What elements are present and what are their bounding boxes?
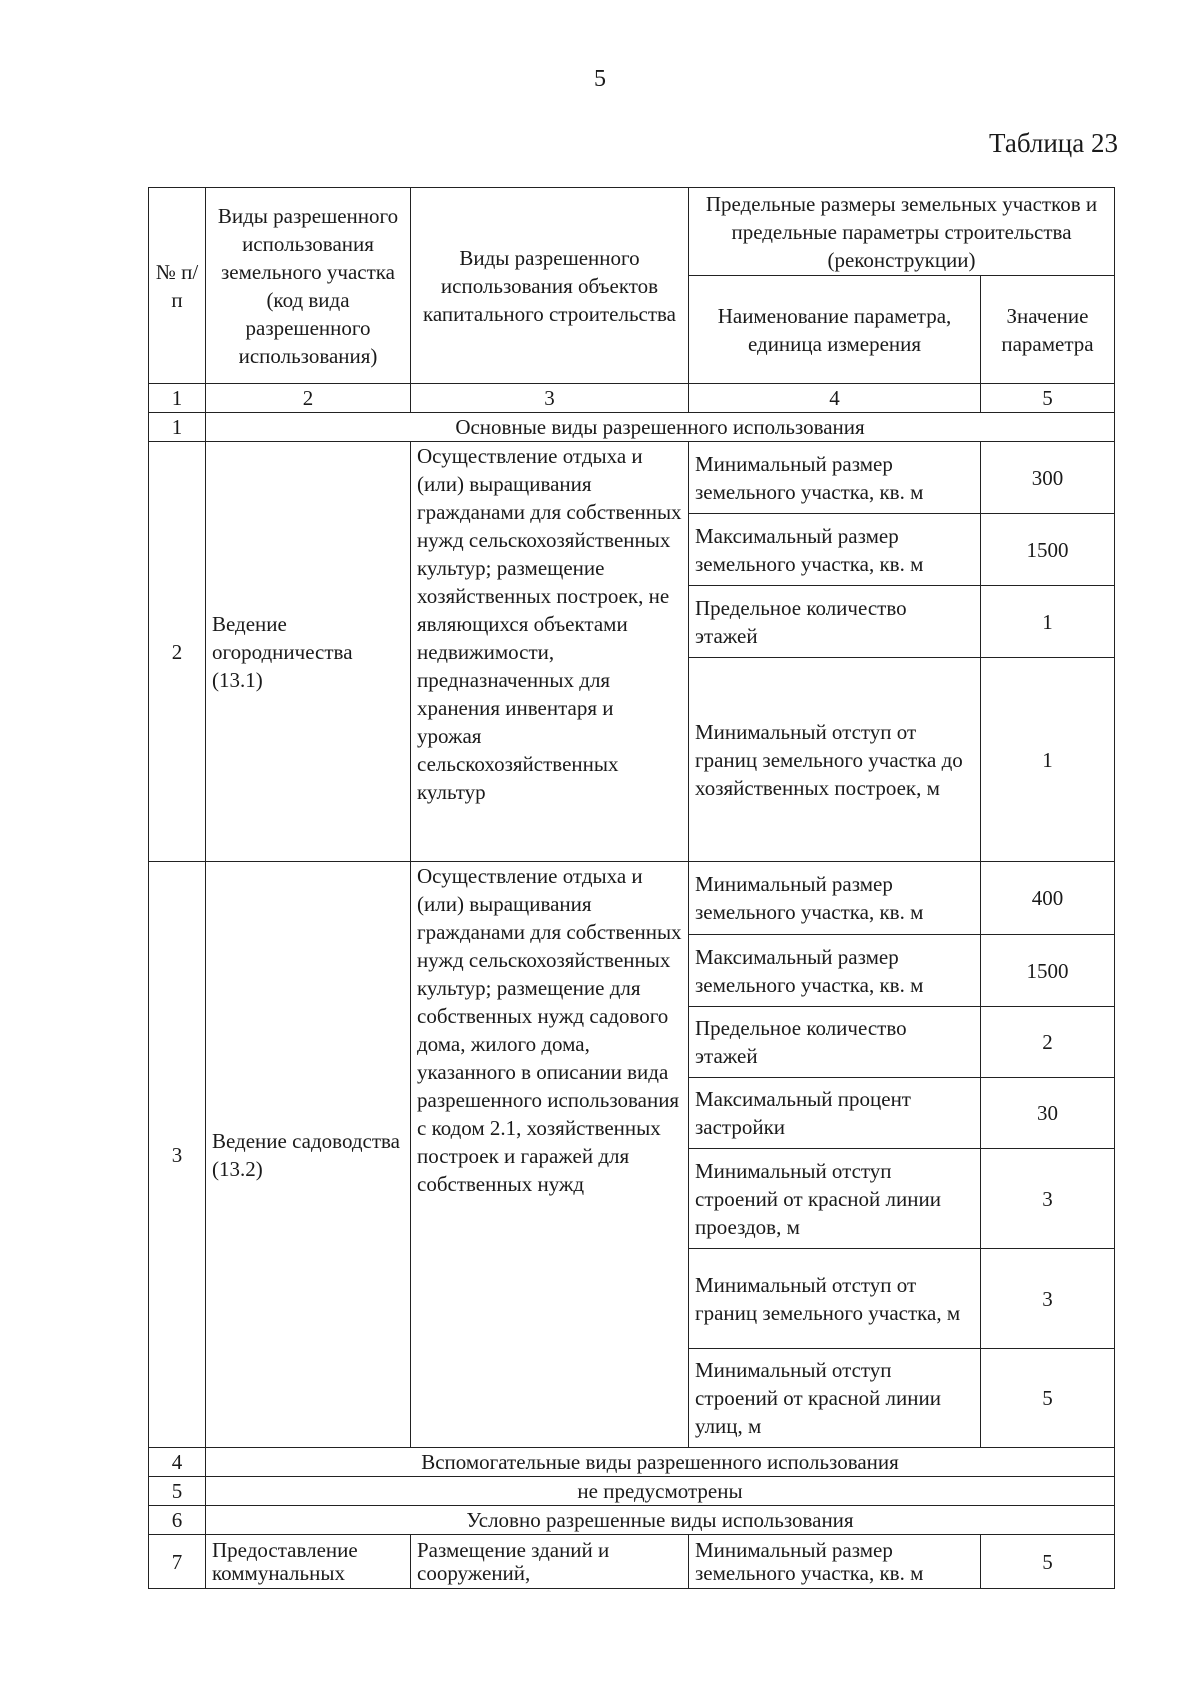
section-row-conditional xyxy=(149,1506,1115,1535)
param-value: 300 xyxy=(981,442,1115,514)
land-use-cell: Предоставление коммунальных xyxy=(206,1535,411,1589)
section-row-main xyxy=(149,413,1115,442)
table-caption: Таблица 23 xyxy=(989,128,1118,158)
objects-cell: Осуществление отдыха и (или) выращивания гражданами для собственных нужд сельскохозяйственных культур; размещение для собственных нужд садового дома, жилого дома, указанного в описании вида разрешенного использования с кодом 2.1, хозяйственных построек и гаражей для собственных нужд xyxy=(411,862,689,1448)
table-row xyxy=(149,862,1115,935)
page-number: 5 xyxy=(594,66,606,92)
header-col-param-name: Наименование параметра, единица измерения xyxy=(689,276,981,384)
section-row-none xyxy=(149,1477,1115,1506)
param-name: Минимальный размер земельного участка, кв. м xyxy=(689,862,981,935)
column-number: 3 xyxy=(411,384,689,413)
param-value: 5 xyxy=(981,1535,1115,1589)
param-value: 1 xyxy=(981,586,1115,658)
param-name: Минимальный отступ строений от красной линии улиц, м xyxy=(689,1349,981,1448)
param-name: Предельное количество этажей xyxy=(689,586,981,658)
param-value: 1 xyxy=(981,658,1115,862)
row-number: 2 xyxy=(149,442,206,862)
section-row-aux xyxy=(149,1448,1115,1477)
param-name: Максимальный размер земельного участка, кв. м xyxy=(689,935,981,1007)
column-number: 5 xyxy=(981,384,1115,413)
objects-cell: Размещение зданий и сооружений, xyxy=(411,1535,689,1589)
section-title: Вспомогательные виды разрешенного использования xyxy=(206,1448,1115,1477)
objects-cell: Осуществление отдыха и (или) выращивания гражданами для собственных нужд сельскохозяйственных культур; размещение хозяйственных построек, не являющихся объектами недвижимости, предназначенных для хранения инвентаря и урожая сельскохозяйственных культур xyxy=(411,442,689,862)
param-name: Минимальный отступ от границ земельного участка, м xyxy=(689,1249,981,1349)
section-title: Основные виды разрешенного использования xyxy=(206,413,1115,442)
header-col-objects: Виды разрешенного использования объектов капитального строительства xyxy=(411,188,689,384)
table-row xyxy=(149,442,1115,514)
land-use-cell: Ведение садоводства (13.2) xyxy=(206,862,411,1448)
param-value: 5 xyxy=(981,1349,1115,1448)
param-value: 1500 xyxy=(981,935,1115,1007)
section-number: 4 xyxy=(149,1448,206,1477)
param-name: Минимальный отступ от границ земельного участка до хозяйственных построек, м xyxy=(689,658,981,862)
column-number: 2 xyxy=(206,384,411,413)
row-number: 3 xyxy=(149,862,206,1448)
param-name: Предельное количество этажей xyxy=(689,1007,981,1078)
header-col-param-value: Значение параметра xyxy=(981,276,1115,384)
param-value: 3 xyxy=(981,1149,1115,1249)
header-row xyxy=(149,188,1115,276)
header-group-params: Предельные размеры земельных участков и предельные параметры строительства (реконструкции) xyxy=(689,188,1115,276)
land-use-table xyxy=(148,187,1115,1589)
section-title: не предусмотрены xyxy=(206,1477,1115,1506)
param-name: Минимальный размер земельного участка, кв. м xyxy=(689,1535,981,1589)
section-number: 1 xyxy=(149,413,206,442)
param-name: Минимальный размер земельного участка, кв. м xyxy=(689,442,981,514)
section-number: 6 xyxy=(149,1506,206,1535)
param-value: 3 xyxy=(981,1249,1115,1349)
table-row xyxy=(149,1535,1115,1589)
header-col-land-use: Виды разрешенного использования земельного участка (код вида разрешенного использования) xyxy=(206,188,411,384)
column-number: 1 xyxy=(149,384,206,413)
row-number: 7 xyxy=(149,1535,206,1589)
param-name: Максимальный процент застройки xyxy=(689,1078,981,1149)
param-name: Минимальный отступ строений от красной линии проездов, м xyxy=(689,1149,981,1249)
section-number: 5 xyxy=(149,1477,206,1506)
column-number: 4 xyxy=(689,384,981,413)
column-number-row xyxy=(149,384,1115,413)
param-value: 30 xyxy=(981,1078,1115,1149)
param-value: 2 xyxy=(981,1007,1115,1078)
header-col-number: № п/п xyxy=(149,188,206,384)
param-name: Максимальный размер земельного участка, кв. м xyxy=(689,514,981,586)
land-use-cell: Ведение огородничества (13.1) xyxy=(206,442,411,862)
param-value: 400 xyxy=(981,862,1115,935)
param-value: 1500 xyxy=(981,514,1115,586)
section-title: Условно разрешенные виды использования xyxy=(206,1506,1115,1535)
